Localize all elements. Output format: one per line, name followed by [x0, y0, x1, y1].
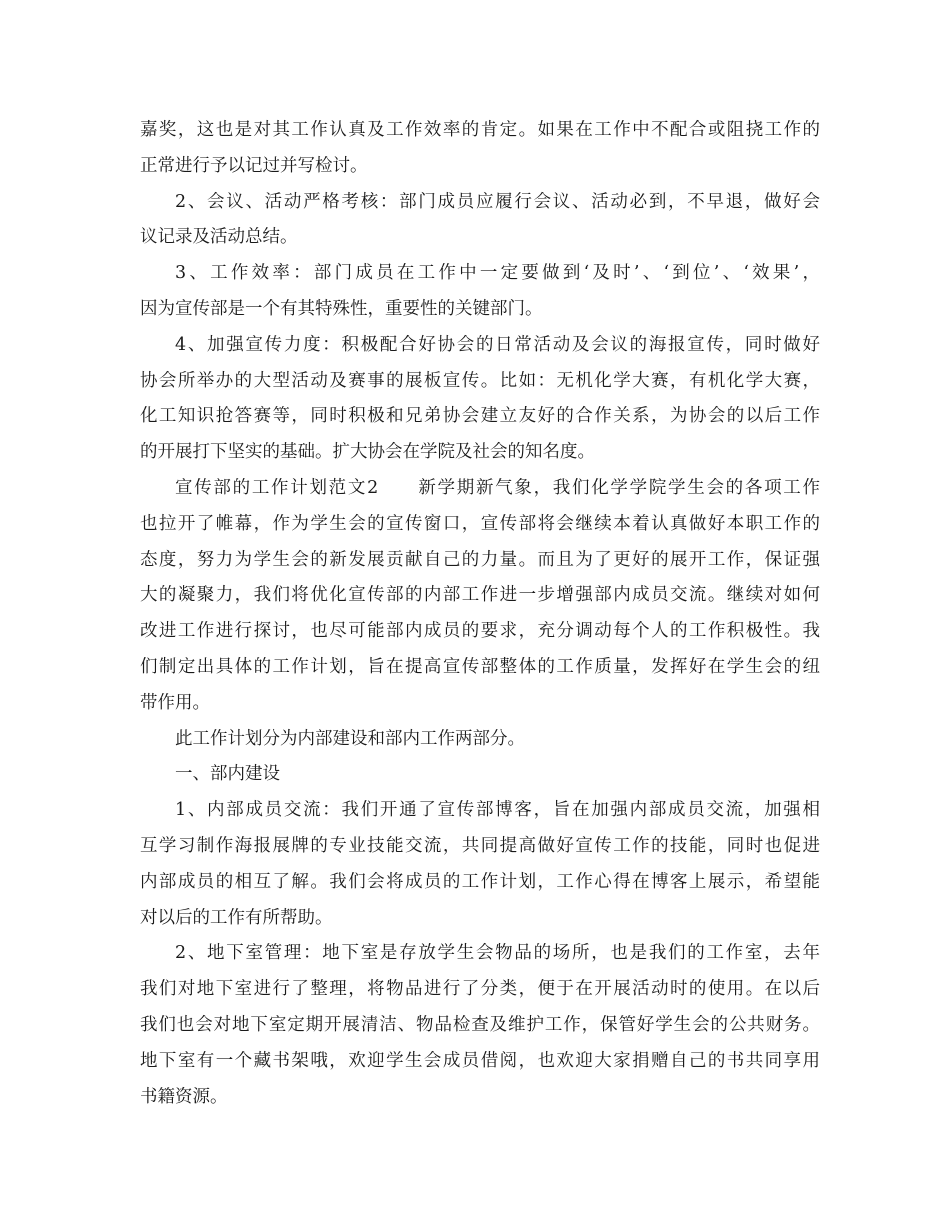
- text-line: 我们对地下室进行了整理，将物品进行了分类，便于在开展活动时的使用。在以后: [140, 979, 820, 1000]
- text-line: 互学习制作海报展牌的专业技能交流，共同提高做好宣传工作的技能，同时也促进: [140, 835, 820, 856]
- text-line: 协会所举办的大型活动及赛事的展板宣传。比如：无机化学大赛，有机化学大赛，: [140, 370, 820, 391]
- text-line: 地下室有一个藏书架哦，欢迎学生会成员借阅，也欢迎大家捐赠自己的书共同享用: [140, 1050, 820, 1071]
- text-line: 嘉奖，这也是对其工作认真及工作效率的肯定。如果在工作中不配合或阻挠工作的: [140, 120, 820, 140]
- text-line: 4、加强宣传力度：积极配合好协会的日常活动及会议的海报宣传，同时做好: [175, 334, 820, 355]
- text-line: 2、地下室管理：地下室是存放学生会物品的场所，也是我们的工作室，去年: [175, 943, 820, 964]
- document-body: [140, 113, 820, 1115]
- text-line: 因为宣传部是一个有其特殊性，重要性的关键部门。: [140, 298, 543, 319]
- text-line: 正常进行予以记过并写检讨。: [140, 155, 368, 176]
- text-line: 带作用。: [140, 692, 210, 713]
- text-line: 态度，努力为学生会的新发展贡献自己的力量。而且为了更好的展开工作，保证强: [140, 549, 820, 570]
- text-line: 们制定出具体的工作计划，旨在提高宣传部整体的工作质量，发挥好在学生会的纽: [140, 656, 820, 677]
- text-line: 化工知识抢答赛等，同时积极和兄弟协会建立友好的合作关系，为协会的以后工作: [140, 406, 820, 427]
- text-line: 书籍资源。: [140, 1086, 228, 1107]
- text-line: 一、部内建设: [175, 764, 280, 785]
- text-line: 大的凝聚力，我们将优化宣传部的内部工作进一步增强部内成员交流。继续对如何: [140, 585, 820, 606]
- text-line: 的开展打下坚实的基础。扩大协会在学院及社会的知名度。: [140, 442, 595, 463]
- text-line: 也拉开了帷幕，作为学生会的宣传窗口，宣传部将会继续本着认真做好本职工作的: [140, 513, 820, 534]
- text-line: 1、内部成员交流：我们开通了宣传部博客，旨在加强内部成员交流，加强相: [175, 800, 820, 821]
- text-line: 宣传部的工作计划范文2 新学期新气象，我们化学学院学生会的各项工作: [175, 477, 820, 498]
- text-line: 议记录及活动总结。: [140, 227, 298, 248]
- text-line: 2、会议、活动严格考核：部门成员应履行会议、活动必到，不早退，做好会: [175, 191, 820, 212]
- text-line: 内部成员的相互了解。我们会将成员的工作计划，工作心得在博客上展示，希望能: [140, 871, 820, 892]
- text-line: 改进工作进行探讨，也尽可能部内成员的要求，充分调动每个人的工作积极性。我: [140, 621, 820, 642]
- text-line: 3、工作效率：部门成员在工作中一定要做到‘及时’、‘到位’、‘效果’，: [175, 263, 820, 284]
- text-line: 此工作计划分为内部建设和部内工作两部分。: [175, 728, 525, 749]
- text-line: 对以后的工作有所帮助。: [140, 907, 333, 928]
- text-line: 我们也会对地下室定期开展清洁、物品检查及维护工作，保管好学生会的公共财务。: [140, 1014, 820, 1035]
